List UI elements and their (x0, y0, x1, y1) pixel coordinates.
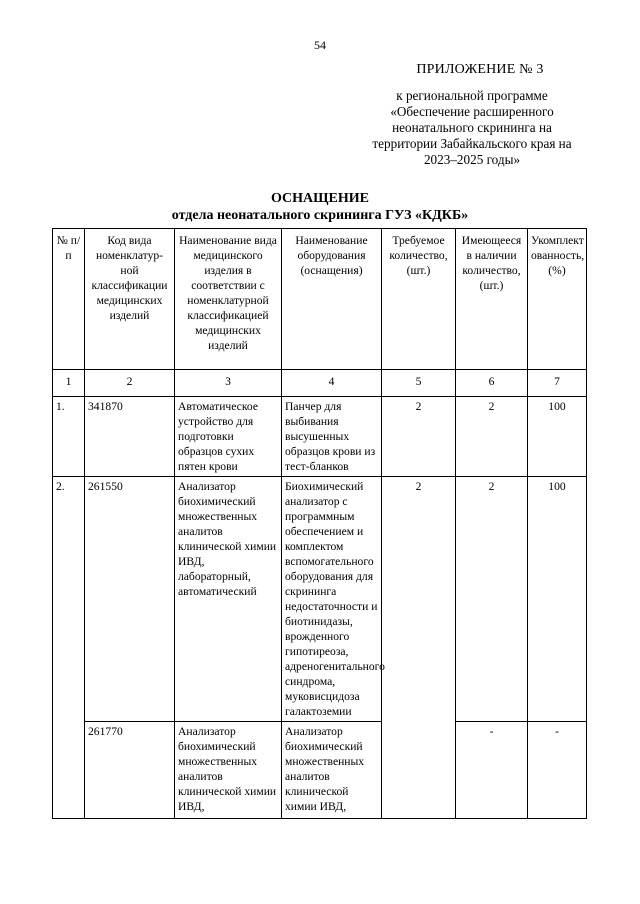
title-line-1: ОСНАЩЕНИЕ (271, 191, 369, 206)
column-number: 2 (85, 370, 175, 397)
appendix-label: ПРИЛОЖЕНИЕ № 3 (416, 62, 544, 77)
row-equipment: Панчер для выбивания высушенных образцов крови из тест-бланков (282, 397, 382, 477)
column-number: 1 (53, 370, 85, 397)
row-code: 341870 (85, 397, 175, 477)
row-kind: Анализатор биохимический множественных аналитов клинической химии ИВД, лабораторный, автоматический (175, 477, 282, 722)
header-completeness: Укомплект ованность, (%) (528, 229, 587, 370)
row-equipment: Анализатор биохимический множественных аналитов клинической химии ИВД, (282, 722, 382, 819)
column-number: 7 (528, 370, 587, 397)
table-row (53, 722, 587, 819)
column-number: 5 (382, 370, 456, 397)
table-header-row (53, 229, 587, 370)
table-row (53, 477, 587, 722)
appendix-desc-line: 2023–2025 годы» (423, 152, 521, 167)
header-available: Имеющееся в наличии количество, (шт.) (456, 229, 528, 370)
header-code: Код вида номенклатур-ной классификации медицинских изделий (85, 229, 175, 370)
row-kind: Анализатор биохимический множественных аналитов клинической химии ИВД, (175, 722, 282, 819)
row-equipment: Биохимический анализатор с программным обеспечением и комплектом вспомогательного оборудования для скрининга недостаточности и биотинидазы, врожденного гипотиреоза, адреногенитального синдрома, муковисцидоза галактоземии (282, 477, 382, 722)
appendix-desc-line: «Обеспечение расширенного (390, 104, 554, 119)
row-required: 2 (382, 477, 456, 819)
appendix-desc-line: территории Забайкальского края на (372, 136, 572, 151)
document-title (0, 190, 640, 224)
page-number: 54 (314, 38, 326, 52)
appendix-description (352, 88, 592, 168)
header-kind: Наименование вида медицинского изделия в соответствии с номенклатурной классификацией медицинских изделий (175, 229, 282, 370)
row-number: 2. (53, 477, 85, 819)
equipment-table (52, 228, 587, 819)
row-available: 2 (456, 477, 528, 722)
row-available: - (456, 722, 528, 819)
row-code: 261550 (85, 477, 175, 722)
column-number: 3 (175, 370, 282, 397)
table-row (53, 397, 587, 477)
title-line-2: отдела неонатального скрининга ГУЗ «КДКБ» (171, 208, 469, 223)
row-number: 1. (53, 397, 85, 477)
row-completeness: 100 (528, 477, 587, 722)
row-required: 2 (382, 397, 456, 477)
appendix-desc-line: к региональной программе (396, 88, 548, 103)
row-completeness: - (528, 722, 587, 819)
row-kind: Автоматическое устройство для подготовки образцов сухих пятен крови (175, 397, 282, 477)
column-number-row (53, 370, 587, 397)
row-available: 2 (456, 397, 528, 477)
column-number: 6 (456, 370, 528, 397)
row-completeness: 100 (528, 397, 587, 477)
header-number: № п/п (53, 229, 85, 370)
header-equipment: Наименование оборудования (оснащения) (282, 229, 382, 370)
column-number: 4 (282, 370, 382, 397)
appendix-desc-line: неонатального скрининга на (392, 120, 552, 135)
header-required: Требуемое количество, (шт.) (382, 229, 456, 370)
row-code: 261770 (85, 722, 175, 819)
